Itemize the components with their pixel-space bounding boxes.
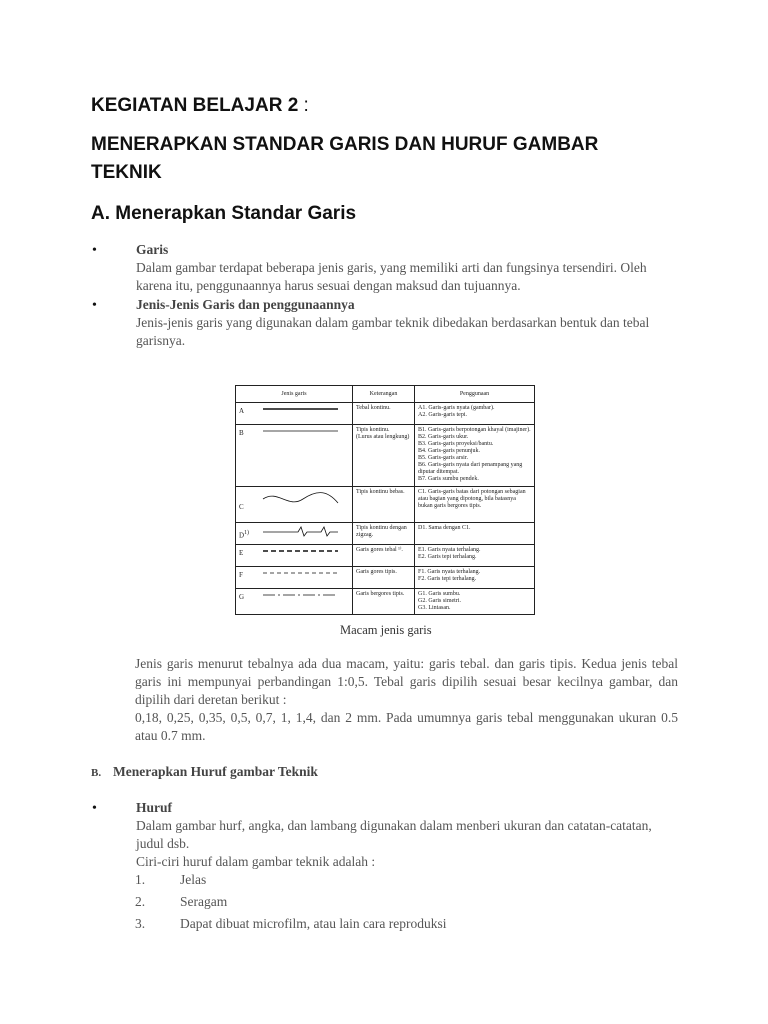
thin-line-sample [253,427,343,435]
column-header: Jenis garis [236,386,353,403]
penggunaan-cell: F1. Garis nyata terhalang. F2. Garis tepi terhalang. [415,567,535,589]
list-item-jenis-garis [136,296,678,350]
list-item [135,871,447,893]
column-header: Penggunaan [415,386,535,403]
line-sample-cell [236,425,353,487]
line-types-table [235,385,535,615]
table-row [236,487,535,523]
row-label: C [239,503,244,511]
freehand-line-sample [253,489,343,509]
row-label: E [239,549,244,557]
bullet-icon: • [92,243,97,258]
ciri-intro: Ciri-ciri huruf dalam gambar teknik adalah : [136,854,376,869]
list-number: 2. [135,894,146,909]
line-sample-cell [236,403,353,425]
zigzag-line-sample [253,525,343,537]
list-text: Jelas [180,872,207,887]
row-label: F [239,571,243,579]
thin-dashed-line-sample [253,569,343,577]
keterangan-cell: Tipis kontinu bebas. [353,487,415,523]
section-b-letter: B. [91,767,102,779]
thick-line-sample [253,405,343,413]
table-row [236,589,535,615]
ciri-list [135,871,447,937]
list-item-huruf [136,799,678,871]
figure-caption: Macam jenis garis [340,623,432,637]
section-b-heading [91,764,318,780]
item-title: Garis [136,242,169,257]
row-label: B [239,429,244,437]
tebal-paragraph: Jenis garis menurut tebalnya ada dua macam, yaitu: garis tebal. dan garis tipis. Kedua jenis tebal garis ini mempunyai perbandingan 1:0,5. Tebal garis dipilih sesuai besar kecilnya gambar, dan dipilih dari deretan berikut : [135,656,678,707]
list-item-garis [136,241,678,295]
bullet-icon: • [92,298,97,313]
line-sample-cell [236,487,353,523]
line-sample-cell [236,589,353,615]
thick-dashed-line-sample [253,547,343,555]
row-label: A [239,407,245,415]
keterangan-cell: Tipis kontinu. (Lurus atau lengkung) [353,425,415,487]
chain-line-sample [253,591,343,599]
section-a-heading: A. Menerapkan Standar Garis [91,203,357,224]
item-title: Huruf [136,800,173,815]
table-row [236,567,535,589]
kegiatan-label: KEGIATAN BELAJAR 2 [91,95,299,116]
keterangan-cell: Garis gores tipis. [353,567,415,589]
item-title: Jenis-Jenis Garis dan penggunaannya [136,297,355,312]
row-label-letter: D [239,531,245,539]
line-sample-cell [236,545,353,567]
list-number: 3. [135,916,146,931]
keterangan-cell: Garis gores tebal ¹⁾. [353,545,415,567]
penggunaan-cell: G1. Garis sumbu. G2. Garis simetri. G3. Lintasan. [415,589,535,615]
keterangan-cell: Tipis kontinu dengan zigzag. [353,523,415,545]
title-line-2: TEKNIK [91,162,162,183]
line-sample-cell [236,523,353,545]
ukuran-paragraph: 0,18, 0,25, 0,35, 0,5, 0,7, 1, 1,4, dan 2 mm. Pada umumnya garis tebal menggunakan ukuran 0.5 atau 0.7 mm. [135,710,678,743]
table-row [236,523,535,545]
page-title [91,131,691,187]
penggunaan-cell: E1. Garis nyata terhalang. E2. Garis tepi terhalang. [415,545,535,567]
kegiatan-suffix: : [298,95,309,116]
penggunaan-cell: A1. Garis-garis nyata (gambar). A2. Garis-garis tepi. [415,403,535,425]
list-number: 1. [135,872,146,887]
penggunaan-cell: C1. Garis-garis batas dari potongan sebagian atau bagian yang dipotong, bila batasnya bukan garis bergores tipis. [415,487,535,523]
item-body: Dalam gambar terdapat beberapa jenis garis, yang memiliki arti dan fungsinya tersendiri. Oleh karena itu, penggunaannya harus sesuai dengan maksud dan tujuannya. [136,260,647,293]
table-row [236,545,535,567]
table-row [236,403,535,425]
list-text: Dapat dibuat microfilm, atau lain cara reproduksi [180,916,447,931]
item-body: Jenis-jenis garis yang digunakan dalam gambar teknik dibedakan berdasarkan bentuk dan tebal garisnya. [136,315,650,348]
table-row [236,425,535,487]
keterangan-cell: Garis bergores tipis. [353,589,415,615]
line-sample-cell [236,567,353,589]
bullet-icon: • [92,801,97,816]
list-item [135,915,447,937]
penggunaan-cell: D1. Sama dengan C1. [415,523,535,545]
row-label [239,530,253,539]
penggunaan-cell: B1. Garis-garis berpotongan khayal (imajiner). B2. Garis-garis ukur. B3. Garis-garis proyeksi/bantu. B4. Garis-garis penunjuk. B5. Garis-garis arsir. B6. Garis-garis nyata dari penampang yang diputar ditempat. B7. Garis sumbu pendek. [415,425,535,487]
item-body: Dalam gambar hurf, angka, dan lambang digunakan dalam menberi ukuran dan catatan-catatan, judul dsb. [136,818,652,851]
kegiatan-heading [91,95,309,117]
list-item [135,893,447,915]
row-label: G [239,593,245,601]
section-b-title: Menerapkan Huruf gambar Teknik [113,764,318,779]
title-line-1: MENERAPKAN STANDAR GARIS DAN HURUF GAMBAR [91,134,599,155]
keterangan-cell: Tebal kontinu. [353,403,415,425]
row-label-footnote: 1) [244,529,249,536]
list-text: Seragam [180,894,228,909]
column-header: Keterangan [353,386,415,403]
